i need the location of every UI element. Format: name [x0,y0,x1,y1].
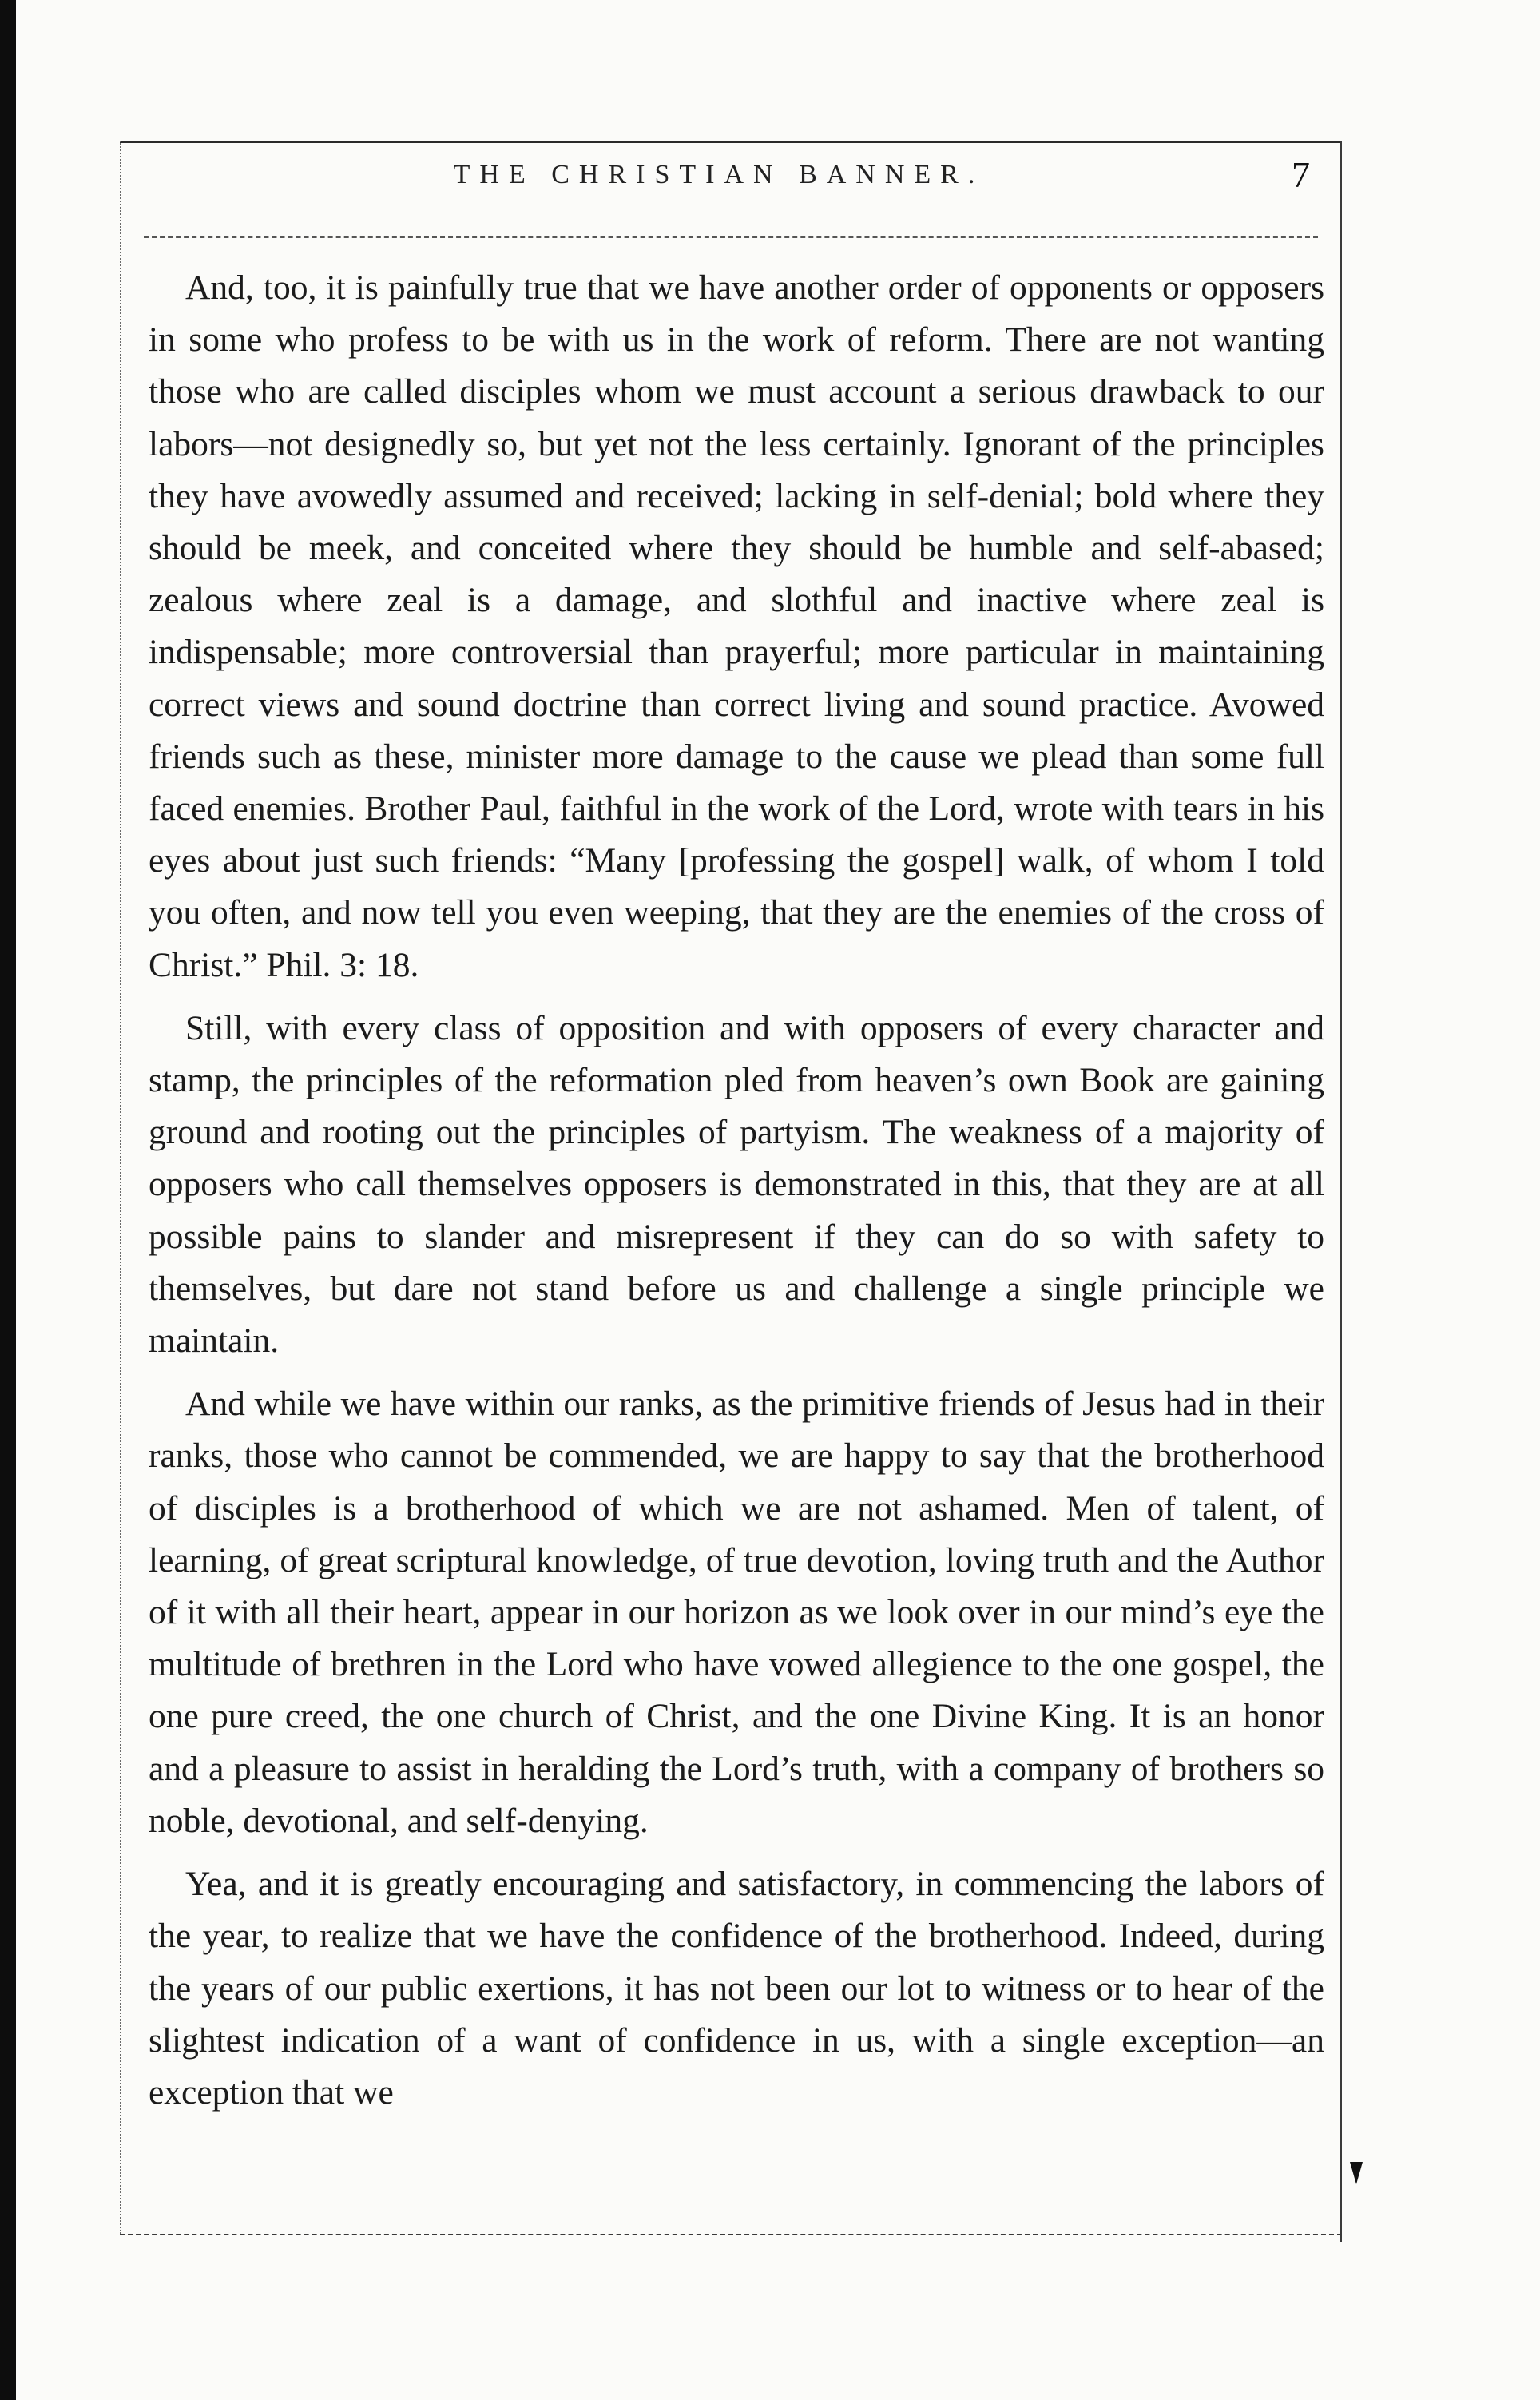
page-number: 7 [1292,154,1310,195]
paragraph-opponents: And, too, it is painfully true that we have another order of opponents or opposers in some who profess to be with us in the work of reform. There are not wanting those who are called disciples whom we must account a serious drawback to our labors—not designedly so, but yet not the less certainly. Ignorant of the principles they have avowedly assumed and received; lacking in self-denial; bold where they should be meek, and conceited where they should be humble and self-abased; zealous where zeal is a damage, and slothful and inactive where zeal is indispensable; more controversial than prayerful; more particular in maintaining correct views and sound doctrine than correct living and sound practice. Avowed friends such as these, minister more damage to the cause we plead than some full faced enemies. Brother Paul, faithful in the work of the Lord, wrote with tears in his eyes about just such friends: “Many [professing the gospel] walk, of whom I told you often, and now tell you even weeping, that they are the enemies of the cross of Christ.” Phil. 3: 18. [149,268,1324,984]
frame-left-rule [120,141,121,2234]
page-binding-edge [0,0,16,2400]
running-head [128,153,1310,201]
paragraph-opposition: Still, with every class of opposition and with opposers of every character and stamp, the principles of the reformation pled from heaven’s own Book are gaining ground and rooting out the principles of partyism. The weakness of a majority of opposers who call themselves opposers is demonstrated in this, that they are at all possible pains to slander and misrepresent if they can do so with safety to themselves, but dare not stand before us and challenge a single principle we maintain. [149,1008,1324,1361]
running-title: THE CHRISTIAN BANNER. [453,160,985,189]
frame-bottom-rule [120,2234,1342,2235]
article-body [149,262,1324,2130]
paragraph-confidence: Yea, and it is greatly encouraging and satisfactory, in commencing the labors of the year, to realize that we have the confidence of the brotherhood. Indeed, during the years of our public exertions, it has not been our lot to witness or to hear of the slightest indication of a want of confidence in us, with a single exception—an exception that we [149,1865,1324,2112]
paragraph-brotherhood: And while we have within our ranks, as the primitive friends of Jesus had in their ranks, those who cannot be commended, we are happy to say that the brotherhood of disciples is a brotherhood of which we are not ashamed. Men of talent, of learning, of great scriptural knowledge, of true devotion, loving truth and the Author of it with all their heart, appear in our horizon as we look over in our mind’s eye the multitude of brethren in the Lord who have vowed allegience to the one gospel, the one pure creed, the one church of Christ, and the one Divine King. It is an honor and a pleasure to assist in heralding the Lord’s truth, with a company of brothers so noble, devotional, and self-denying. [149,1385,1324,1840]
frame-top-rule [120,141,1342,143]
frame-right-rule [1340,141,1342,2242]
margin-pointer-mark [1350,2162,1363,2184]
header-divider [144,236,1318,238]
